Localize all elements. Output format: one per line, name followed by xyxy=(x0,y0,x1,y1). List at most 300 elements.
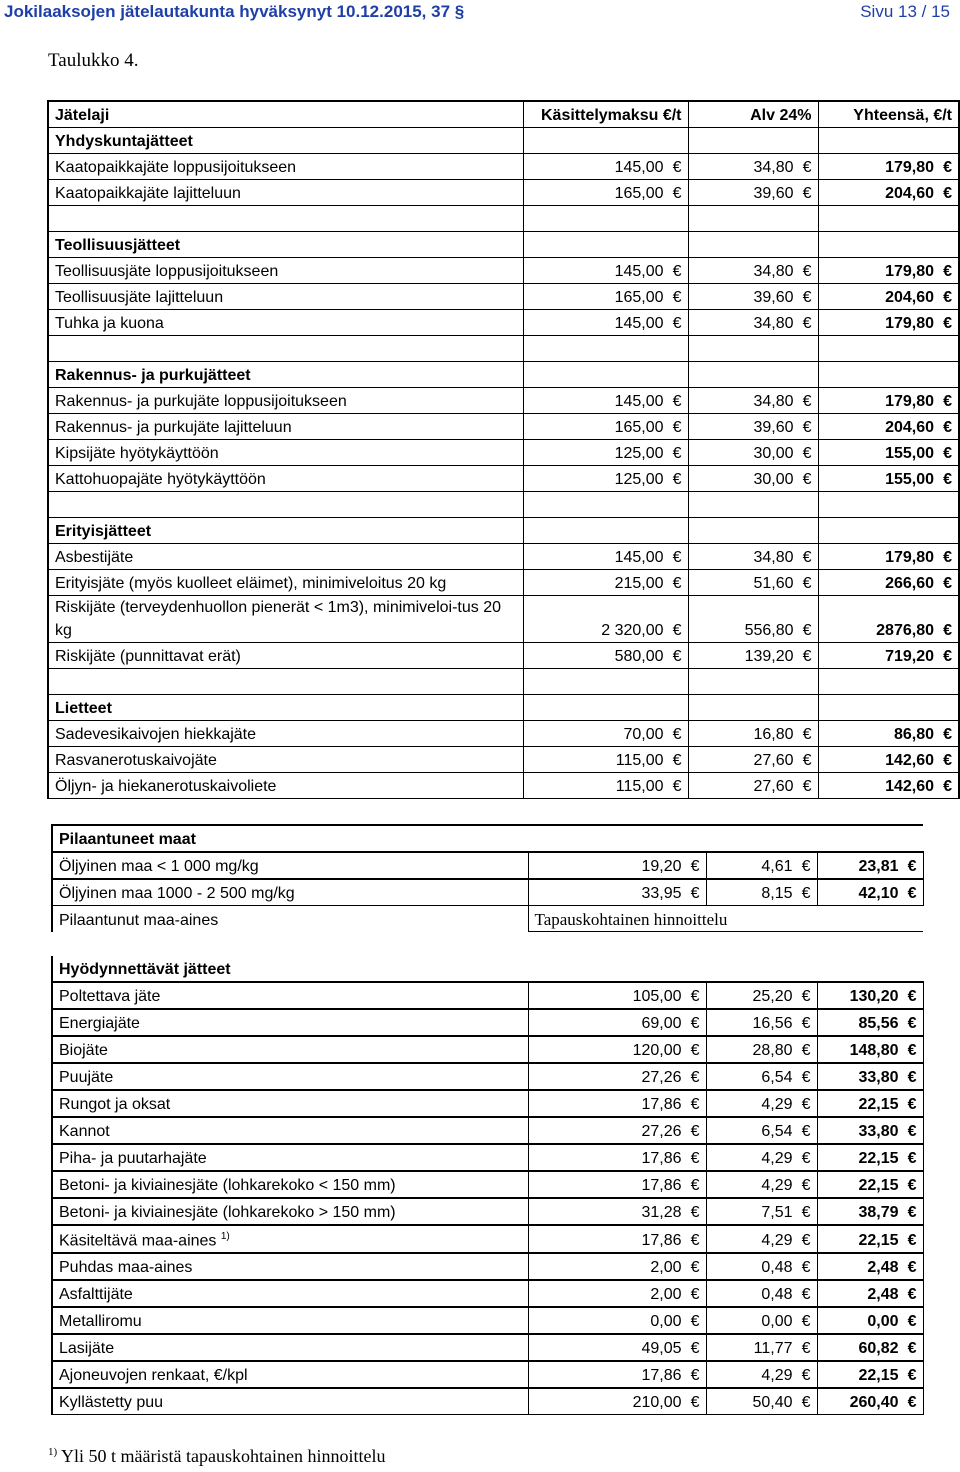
vat-amount-value: 16,56 xyxy=(752,1015,793,1032)
handling-fee xyxy=(523,570,688,596)
currency-symbol: € xyxy=(801,1096,811,1113)
waste-type-text: Puhdas maa-aines xyxy=(59,1259,193,1277)
currency-symbol: € xyxy=(690,1042,700,1059)
waste-type-label: Kaatopaikkajäte lajitteluun xyxy=(48,180,523,206)
total-amount-value: 155,00 xyxy=(885,471,934,488)
vat-amount xyxy=(706,1388,817,1415)
waste-type-label xyxy=(52,1388,528,1415)
currency-symbol: € xyxy=(907,1069,917,1086)
currency-symbol: € xyxy=(672,622,682,639)
currency-symbol: € xyxy=(907,885,917,902)
vat-amount xyxy=(706,879,817,906)
vat-amount-value: 4,29 xyxy=(761,1177,793,1194)
waste-type-label xyxy=(52,1307,528,1334)
handling-fee xyxy=(523,466,688,492)
currency-symbol: € xyxy=(690,1367,700,1385)
table-header-row xyxy=(48,101,959,128)
handling-fee xyxy=(523,154,688,180)
table-row xyxy=(52,1171,923,1198)
currency-symbol: € xyxy=(672,289,682,306)
col-header-vat: Alv 24% xyxy=(688,101,818,128)
waste-type-label: Riskijäte (punnittavat erät) xyxy=(48,643,523,669)
table-row xyxy=(52,1009,923,1036)
vat-amount-value: 30,00 xyxy=(753,471,794,488)
empty-cell xyxy=(688,492,818,518)
empty-cell xyxy=(523,669,688,695)
total-amount-value: 2,48 xyxy=(867,1286,899,1304)
handling-fee xyxy=(523,643,688,669)
currency-symbol: € xyxy=(943,393,952,410)
total-amount-value: 719,20 xyxy=(885,648,934,665)
currency-symbol: € xyxy=(801,1313,811,1331)
handling-fee xyxy=(528,1198,706,1225)
total-amount xyxy=(818,310,959,336)
vat-amount xyxy=(688,466,818,492)
total-amount-value: 204,60 xyxy=(885,419,934,436)
currency-symbol: € xyxy=(802,622,812,639)
vat-amount xyxy=(706,1280,817,1307)
total-amount xyxy=(818,284,959,310)
fee-table-recyclables xyxy=(51,956,924,1415)
handling-fee xyxy=(528,852,706,879)
total-amount-value: 85,56 xyxy=(858,1015,899,1032)
empty-cell xyxy=(523,362,688,388)
section-title: Erityisjätteet xyxy=(48,518,523,544)
handling-fee xyxy=(528,1307,706,1334)
handling-fee-value: 210,00 xyxy=(632,1394,682,1412)
currency-symbol: € xyxy=(690,1204,700,1221)
total-amount-value: 22,15 xyxy=(858,1096,899,1113)
vat-amount xyxy=(706,1090,817,1117)
waste-type-label xyxy=(52,1063,528,1090)
total-amount xyxy=(818,440,959,466)
waste-type-label xyxy=(52,982,528,1009)
currency-symbol: € xyxy=(801,1259,811,1277)
table-row xyxy=(52,1063,923,1090)
waste-type-label: Tuhka ja kuona xyxy=(48,310,523,336)
handling-fee-value: 105,00 xyxy=(632,988,682,1005)
currency-symbol: € xyxy=(690,1313,700,1331)
waste-type-text: Betoni- ja kiviainesjäte (lohkarekoko > 150 mm) xyxy=(59,1204,396,1221)
handling-fee-value: 33,95 xyxy=(641,885,682,902)
waste-type-text: Kannot xyxy=(59,1123,110,1140)
vat-amount-value: 0,00 xyxy=(761,1313,793,1331)
table-row xyxy=(52,1253,923,1280)
table-row xyxy=(48,721,959,747)
table-row xyxy=(48,284,959,310)
total-amount xyxy=(817,1307,923,1334)
handling-fee-value: 49,05 xyxy=(641,1340,682,1358)
vat-amount-value: 4,29 xyxy=(761,1150,793,1167)
table-row xyxy=(48,180,959,206)
currency-symbol: € xyxy=(907,1150,917,1167)
handling-fee xyxy=(523,258,688,284)
empty-cell xyxy=(688,206,818,232)
currency-symbol: € xyxy=(907,1259,917,1277)
handling-fee-value: 17,86 xyxy=(641,1232,682,1250)
total-amount xyxy=(818,570,959,596)
currency-symbol: € xyxy=(943,726,952,743)
total-amount-value: 179,80 xyxy=(885,393,934,410)
vat-amount-value: 34,80 xyxy=(753,159,794,176)
currency-symbol: € xyxy=(690,1232,700,1250)
currency-symbol: € xyxy=(907,1123,917,1140)
currency-symbol: € xyxy=(801,1123,811,1140)
vat-amount xyxy=(706,1117,817,1144)
currency-symbol: € xyxy=(802,159,812,176)
total-amount-value: 60,82 xyxy=(858,1340,899,1358)
vat-amount-value: 28,80 xyxy=(752,1042,793,1059)
table-row xyxy=(52,1334,923,1361)
currency-symbol: € xyxy=(690,988,700,1005)
table-row xyxy=(48,388,959,414)
currency-symbol: € xyxy=(943,575,952,592)
total-amount xyxy=(818,643,959,669)
vat-amount xyxy=(706,1009,817,1036)
empty-cell xyxy=(48,206,523,232)
handling-fee xyxy=(528,1334,706,1361)
total-amount xyxy=(817,1225,923,1253)
empty-cell xyxy=(523,492,688,518)
handling-fee-value: 27,26 xyxy=(641,1069,682,1086)
handling-fee xyxy=(528,1280,706,1307)
table-row xyxy=(48,747,959,773)
waste-type-label xyxy=(52,1225,528,1253)
vat-amount xyxy=(688,258,818,284)
currency-symbol: € xyxy=(672,752,682,769)
currency-symbol: € xyxy=(802,575,812,592)
vat-amount xyxy=(706,1198,817,1225)
empty-cell xyxy=(688,695,818,721)
footnote-text: Yli 50 t määristä tapauskohtainen hinnoittelu xyxy=(61,1446,386,1466)
currency-symbol: € xyxy=(943,549,952,566)
col-header-total: Yhteensä, €/t xyxy=(818,101,959,128)
vat-amount-value: 34,80 xyxy=(753,393,794,410)
table-row xyxy=(52,1225,923,1253)
currency-symbol: € xyxy=(907,1204,917,1221)
total-amount-value: 204,60 xyxy=(885,185,934,202)
waste-type-label xyxy=(52,1334,528,1361)
currency-symbol: € xyxy=(943,159,952,176)
vat-amount xyxy=(688,596,818,643)
vat-amount xyxy=(688,388,818,414)
waste-type-label: Kipsijäte hyötykäyttöön xyxy=(48,440,523,466)
vat-amount xyxy=(688,414,818,440)
handling-fee xyxy=(523,721,688,747)
currency-symbol: € xyxy=(907,988,917,1005)
waste-type-label xyxy=(52,1009,528,1036)
currency-symbol: € xyxy=(801,988,811,1005)
currency-symbol: € xyxy=(802,185,812,202)
total-amount-value: 0,00 xyxy=(867,1313,899,1331)
footnote-reference: 1) xyxy=(220,1231,230,1242)
handling-fee-value: 145,00 xyxy=(614,159,664,176)
section-row xyxy=(52,956,923,982)
currency-symbol: € xyxy=(690,1259,700,1277)
handling-fee xyxy=(528,879,706,906)
handling-fee-value: 17,86 xyxy=(641,1096,682,1113)
currency-symbol: € xyxy=(907,1177,917,1194)
currency-symbol: € xyxy=(943,622,952,639)
currency-symbol: € xyxy=(690,1150,700,1167)
waste-type-label: Öljyinen maa < 1 000 mg/kg xyxy=(52,852,528,879)
currency-symbol: € xyxy=(907,858,917,875)
handling-fee xyxy=(528,1144,706,1171)
table-row xyxy=(52,1198,923,1225)
vat-amount xyxy=(688,721,818,747)
empty-cell xyxy=(818,669,959,695)
total-amount xyxy=(818,773,959,799)
section-row xyxy=(48,232,959,258)
handling-fee-value: 215,00 xyxy=(614,575,664,592)
vat-amount-value: 39,60 xyxy=(753,289,794,306)
waste-type-text: Puujäte xyxy=(59,1069,114,1086)
waste-type-label xyxy=(52,1144,528,1171)
waste-type-text: Poltettava jäte xyxy=(59,988,161,1005)
handling-fee xyxy=(523,440,688,466)
waste-type-label: Asbestijäte xyxy=(48,544,523,570)
table-row xyxy=(52,1307,923,1334)
vat-amount-value: 34,80 xyxy=(753,549,794,566)
vat-amount xyxy=(706,1144,817,1171)
total-amount-value: 22,15 xyxy=(858,1150,899,1167)
waste-type-label xyxy=(52,1090,528,1117)
empty-cell xyxy=(706,956,817,982)
currency-symbol: € xyxy=(672,726,682,743)
table-row xyxy=(52,1361,923,1388)
currency-symbol: € xyxy=(801,1394,811,1412)
currency-symbol: € xyxy=(690,1096,700,1113)
handling-fee xyxy=(523,388,688,414)
empty-cell xyxy=(688,362,818,388)
waste-type-label: Kattohuopajäte hyötykäyttöön xyxy=(48,466,523,492)
empty-cell xyxy=(528,956,706,982)
total-amount xyxy=(818,721,959,747)
currency-symbol: € xyxy=(672,471,682,488)
currency-symbol: € xyxy=(672,778,682,795)
table-row xyxy=(48,773,959,799)
total-amount xyxy=(817,1198,923,1225)
currency-symbol: € xyxy=(690,885,700,902)
currency-symbol: € xyxy=(801,1367,811,1385)
currency-symbol: € xyxy=(801,858,811,875)
currency-symbol: € xyxy=(907,1313,917,1331)
currency-symbol: € xyxy=(802,445,812,462)
waste-type-label: Sadevesikaivojen hiekkajäte xyxy=(48,721,523,747)
currency-symbol: € xyxy=(943,289,952,306)
handling-fee xyxy=(523,414,688,440)
handling-fee xyxy=(523,284,688,310)
table-row xyxy=(48,154,959,180)
section-row xyxy=(48,362,959,388)
vat-amount-value: 30,00 xyxy=(753,445,794,462)
total-amount xyxy=(818,154,959,180)
handling-fee xyxy=(528,1361,706,1388)
currency-symbol: € xyxy=(907,1042,917,1059)
waste-type-label: Rakennus- ja purkujäte loppusijoitukseen xyxy=(48,388,523,414)
spacer-row xyxy=(48,336,959,362)
vat-amount-value: 8,15 xyxy=(761,885,793,902)
total-amount-value: 179,80 xyxy=(885,159,934,176)
currency-symbol: € xyxy=(690,1123,700,1140)
handling-fee xyxy=(528,1253,706,1280)
empty-cell xyxy=(818,336,959,362)
handling-fee-value: 165,00 xyxy=(614,289,664,306)
vat-amount-value: 27,60 xyxy=(753,778,794,795)
handling-fee-value: 2 320,00 xyxy=(601,622,664,639)
waste-type-text: Piha- ja puutarhajäte xyxy=(59,1150,207,1167)
handling-fee-value: 115,00 xyxy=(615,752,664,769)
vat-amount xyxy=(706,1036,817,1063)
table-row xyxy=(48,466,959,492)
vat-amount xyxy=(706,1307,817,1334)
currency-symbol: € xyxy=(672,648,682,665)
empty-cell xyxy=(688,128,818,154)
currency-symbol: € xyxy=(943,185,952,202)
handling-fee-value: 145,00 xyxy=(614,263,664,280)
vat-amount-value: 556,80 xyxy=(744,622,794,639)
total-amount xyxy=(817,1388,923,1415)
waste-type-label: Teollisuusjäte loppusijoitukseen xyxy=(48,258,523,284)
handling-fee-value: 17,86 xyxy=(641,1150,682,1167)
currency-symbol: € xyxy=(907,1340,917,1358)
vat-amount xyxy=(706,1171,817,1198)
col-header-waste-type: Jätelaji xyxy=(48,101,523,128)
vat-amount-value: 6,54 xyxy=(761,1123,793,1140)
currency-symbol: € xyxy=(801,885,811,902)
section-title: Rakennus- ja purkujätteet xyxy=(48,362,523,388)
total-amount xyxy=(818,258,959,284)
table-row xyxy=(52,1117,923,1144)
waste-type-label xyxy=(52,1171,528,1198)
empty-cell xyxy=(523,336,688,362)
empty-cell xyxy=(817,825,923,852)
currency-symbol: € xyxy=(672,159,682,176)
total-amount-value: 155,00 xyxy=(885,445,934,462)
currency-symbol: € xyxy=(943,648,952,665)
section-row xyxy=(52,825,923,852)
total-amount-value: 38,79 xyxy=(858,1204,899,1221)
total-amount xyxy=(817,1280,923,1307)
vat-amount xyxy=(688,773,818,799)
vat-amount xyxy=(706,852,817,879)
currency-symbol: € xyxy=(801,1015,811,1032)
spacer-row xyxy=(48,669,959,695)
currency-symbol: € xyxy=(801,1204,811,1221)
handling-fee xyxy=(528,1225,706,1253)
currency-symbol: € xyxy=(801,1232,811,1250)
waste-type-label: Öljyinen maa 1000 - 2 500 mg/kg xyxy=(52,879,528,906)
empty-cell xyxy=(48,492,523,518)
total-amount xyxy=(817,1253,923,1280)
handling-fee-value: 31,28 xyxy=(641,1204,682,1221)
currency-symbol: € xyxy=(907,1096,917,1113)
footnote xyxy=(48,1446,385,1467)
waste-type-text: Rungot ja oksat xyxy=(59,1096,171,1113)
vat-amount-value: 139,20 xyxy=(744,648,794,665)
total-amount-value: 23,81 xyxy=(858,858,899,875)
currency-symbol: € xyxy=(907,1394,917,1412)
currency-symbol: € xyxy=(802,726,812,743)
waste-type-text: Kyllästetty puu xyxy=(59,1394,164,1412)
total-amount xyxy=(818,180,959,206)
vat-amount xyxy=(688,544,818,570)
vat-amount-value: 11,77 xyxy=(753,1340,793,1358)
currency-symbol: € xyxy=(907,1286,917,1304)
currency-symbol: € xyxy=(802,263,812,280)
total-amount xyxy=(818,388,959,414)
section-row xyxy=(48,518,959,544)
table-row xyxy=(48,643,959,669)
empty-cell xyxy=(688,518,818,544)
currency-symbol: € xyxy=(907,1015,917,1032)
vat-amount-value: 4,61 xyxy=(761,858,793,875)
section-title: Lietteet xyxy=(48,695,523,721)
fee-table-container xyxy=(47,100,958,1415)
vat-amount-value: 25,20 xyxy=(752,988,793,1005)
total-amount xyxy=(818,596,959,643)
handling-fee-value: 2,00 xyxy=(650,1286,682,1304)
currency-symbol: € xyxy=(802,752,812,769)
total-amount xyxy=(817,852,923,879)
currency-symbol: € xyxy=(690,1177,700,1194)
vat-amount-value: 39,60 xyxy=(753,419,794,436)
handling-fee-value: 69,00 xyxy=(641,1015,682,1032)
waste-type-label xyxy=(52,1280,528,1307)
currency-symbol: € xyxy=(943,263,952,280)
waste-type-label xyxy=(52,1036,528,1063)
currency-symbol: € xyxy=(943,752,952,769)
total-amount xyxy=(818,414,959,440)
currency-symbol: € xyxy=(672,575,682,592)
vat-amount-value: 4,29 xyxy=(761,1367,793,1385)
vat-amount-value: 51,60 xyxy=(753,575,794,592)
vat-amount-value: 0,48 xyxy=(761,1286,793,1304)
total-amount xyxy=(817,1334,923,1361)
total-amount-value: 22,15 xyxy=(858,1177,899,1194)
total-amount xyxy=(817,1144,923,1171)
currency-symbol: € xyxy=(943,445,952,462)
waste-type-text: Metalliromu xyxy=(59,1313,142,1331)
vat-amount xyxy=(688,440,818,466)
currency-symbol: € xyxy=(801,1042,811,1059)
empty-cell xyxy=(523,518,688,544)
empty-cell xyxy=(48,336,523,362)
total-amount-value: 33,80 xyxy=(858,1069,899,1086)
empty-cell xyxy=(688,336,818,362)
waste-type-label: Erityisjäte (myös kuolleet eläimet), minimiveloitus 20 kg xyxy=(48,570,523,596)
handling-fee-value: 145,00 xyxy=(614,393,664,410)
vat-amount-value: 4,29 xyxy=(761,1232,793,1250)
currency-symbol: € xyxy=(672,263,682,280)
vat-amount xyxy=(706,982,817,1009)
total-amount-value: 179,80 xyxy=(885,315,934,332)
handling-fee xyxy=(528,1009,706,1036)
currency-symbol: € xyxy=(907,1232,917,1250)
currency-symbol: € xyxy=(801,1177,811,1194)
handling-fee-value: 165,00 xyxy=(614,185,664,202)
empty-cell xyxy=(523,206,688,232)
section-title: Hyödynnettävät jätteet xyxy=(52,956,528,982)
currency-symbol: € xyxy=(802,419,812,436)
vat-amount xyxy=(688,643,818,669)
vat-amount xyxy=(688,747,818,773)
currency-symbol: € xyxy=(907,1367,917,1385)
total-amount-value: 148,80 xyxy=(849,1042,899,1059)
handling-fee-value: 19,20 xyxy=(641,858,682,875)
table-caption: Taulukko 4. xyxy=(48,50,139,71)
total-amount xyxy=(818,466,959,492)
